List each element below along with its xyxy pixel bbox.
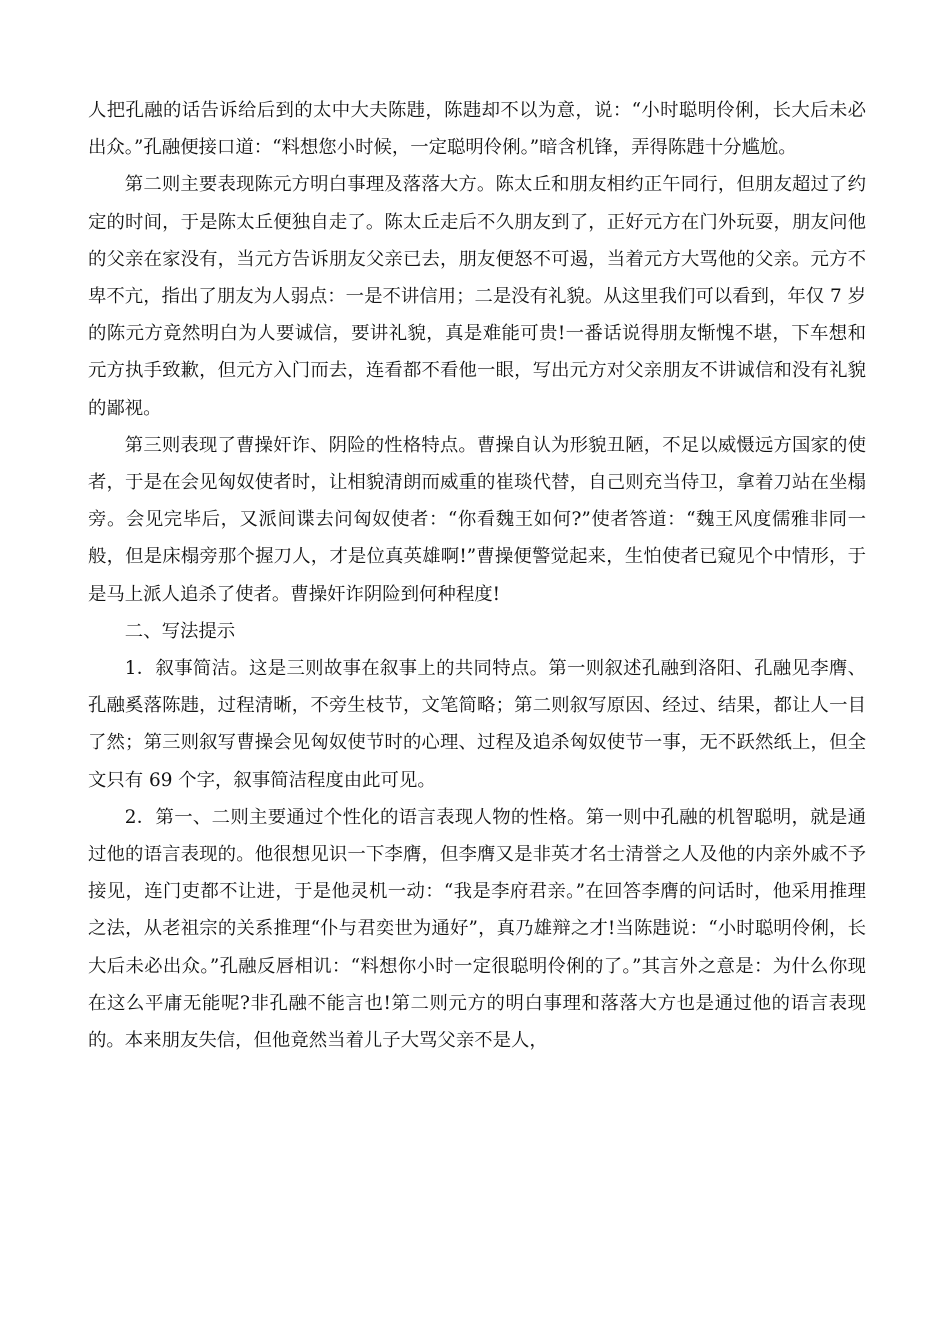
document-page (88, 92, 866, 1059)
paragraph-tip-1: 1．叙事简洁。这是三则故事在叙事上的共同特点。第一则叙述孔融到洛阳、孔融见李膺、孔融奚落陈韪，过程清晰，不旁生枝节，文笔简略；第二则叙写原因、经过、结果，都让人一目了然；第三则叙写曹操会见匈奴使节时的心理、过程及追杀匈奴使节一事，无不跃然纸上，但全文只有 69 个字，叙事简洁程度由此可见。 (88, 658, 866, 791)
section-heading-writing-tips: 二、写法提示 (124, 620, 236, 642)
paragraph-cao-cao: 第三则表现了曹操奸诈、阴险的性格特点。曹操自认为形貌丑陋，不足以威慑远方国家的使者，于是在会见匈奴使者时，让相貌清朗而威重的崔琰代替，自己则充当侍卫，拿着刀站在坐榻旁。会见完毕后，又派间谍去问匈奴使者：“你看魏王如何?”使者答道：“魏王风度儒雅非同一般，但是床榻旁那个握刀人，才是位真英雄啊!”曹操便警觉起来，生怕使者已窥见个中情形，于是马上派人追杀了使者。曹操奸诈阴险到何种程度! (88, 434, 866, 605)
paragraph-chen-yuanfang: 第二则主要表现陈元方明白事理及落落大方。陈太丘和朋友相约正午同行，但朋友超过了约定的时间，于是陈太丘便独自走了。陈太丘走后不久朋友到了，正好元方在门外玩耍，朋友问他的父亲在家没有，当元方告诉朋友父亲已去，朋友便怒不可遏，当着元方大骂他的父亲。元方不卑不亢，指出了朋友为人弱点：一是不讲信用；二是没有礼貌。从这里我们可以看到，年仅 7 岁的陈元方竟然明白为人要诚信，要讲礼貌，真是难能可贵!一番话说得朋友惭愧不堪，下车想和元方执手致歉，但元方入门而去，连看都不看他一眼，写出元方对父亲朋友不讲诚信和没有礼貌的鄙视。 (88, 174, 866, 419)
paragraph-tip-2: 2．第一、二则主要通过个性化的语言表现人物的性格。第一则中孔融的机智聪明，就是通过他的语言表现的。他很想见识一下李膺，但李膺又是非英才名士清誉之人及他的内亲外戚不予接见，连门吏都不让进，于是他灵机一动：“我是李府君亲。”在回答李膺的问话时，他采用推理之法，从老祖宗的关系推理“仆与君奕世为通好”，真乃雄辩之才!当陈韪说：“小时聪明伶俐，长大后未必出众。”孔融反唇相讥：“料想你小时一定很聪明伶俐的了。”其言外之意是：为什么你现在这么平庸无能呢?非孔融不能言也!第二则元方的明白事理和落落大方也是通过他的语言表现的。本来朋友失信，但他竟然当着儿子大骂父亲不是人， (88, 806, 866, 1052)
paragraph-kong-rong-ending: 人把孔融的话告诉给后到的太中大夫陈韪，陈韪却不以为意，说：“小时聪明伶俐，长大后未必出众。”孔融便接口道：“料想您小时候，一定聪明伶俐。”暗含机锋，弄得陈韪十分尴尬。 (88, 100, 866, 159)
